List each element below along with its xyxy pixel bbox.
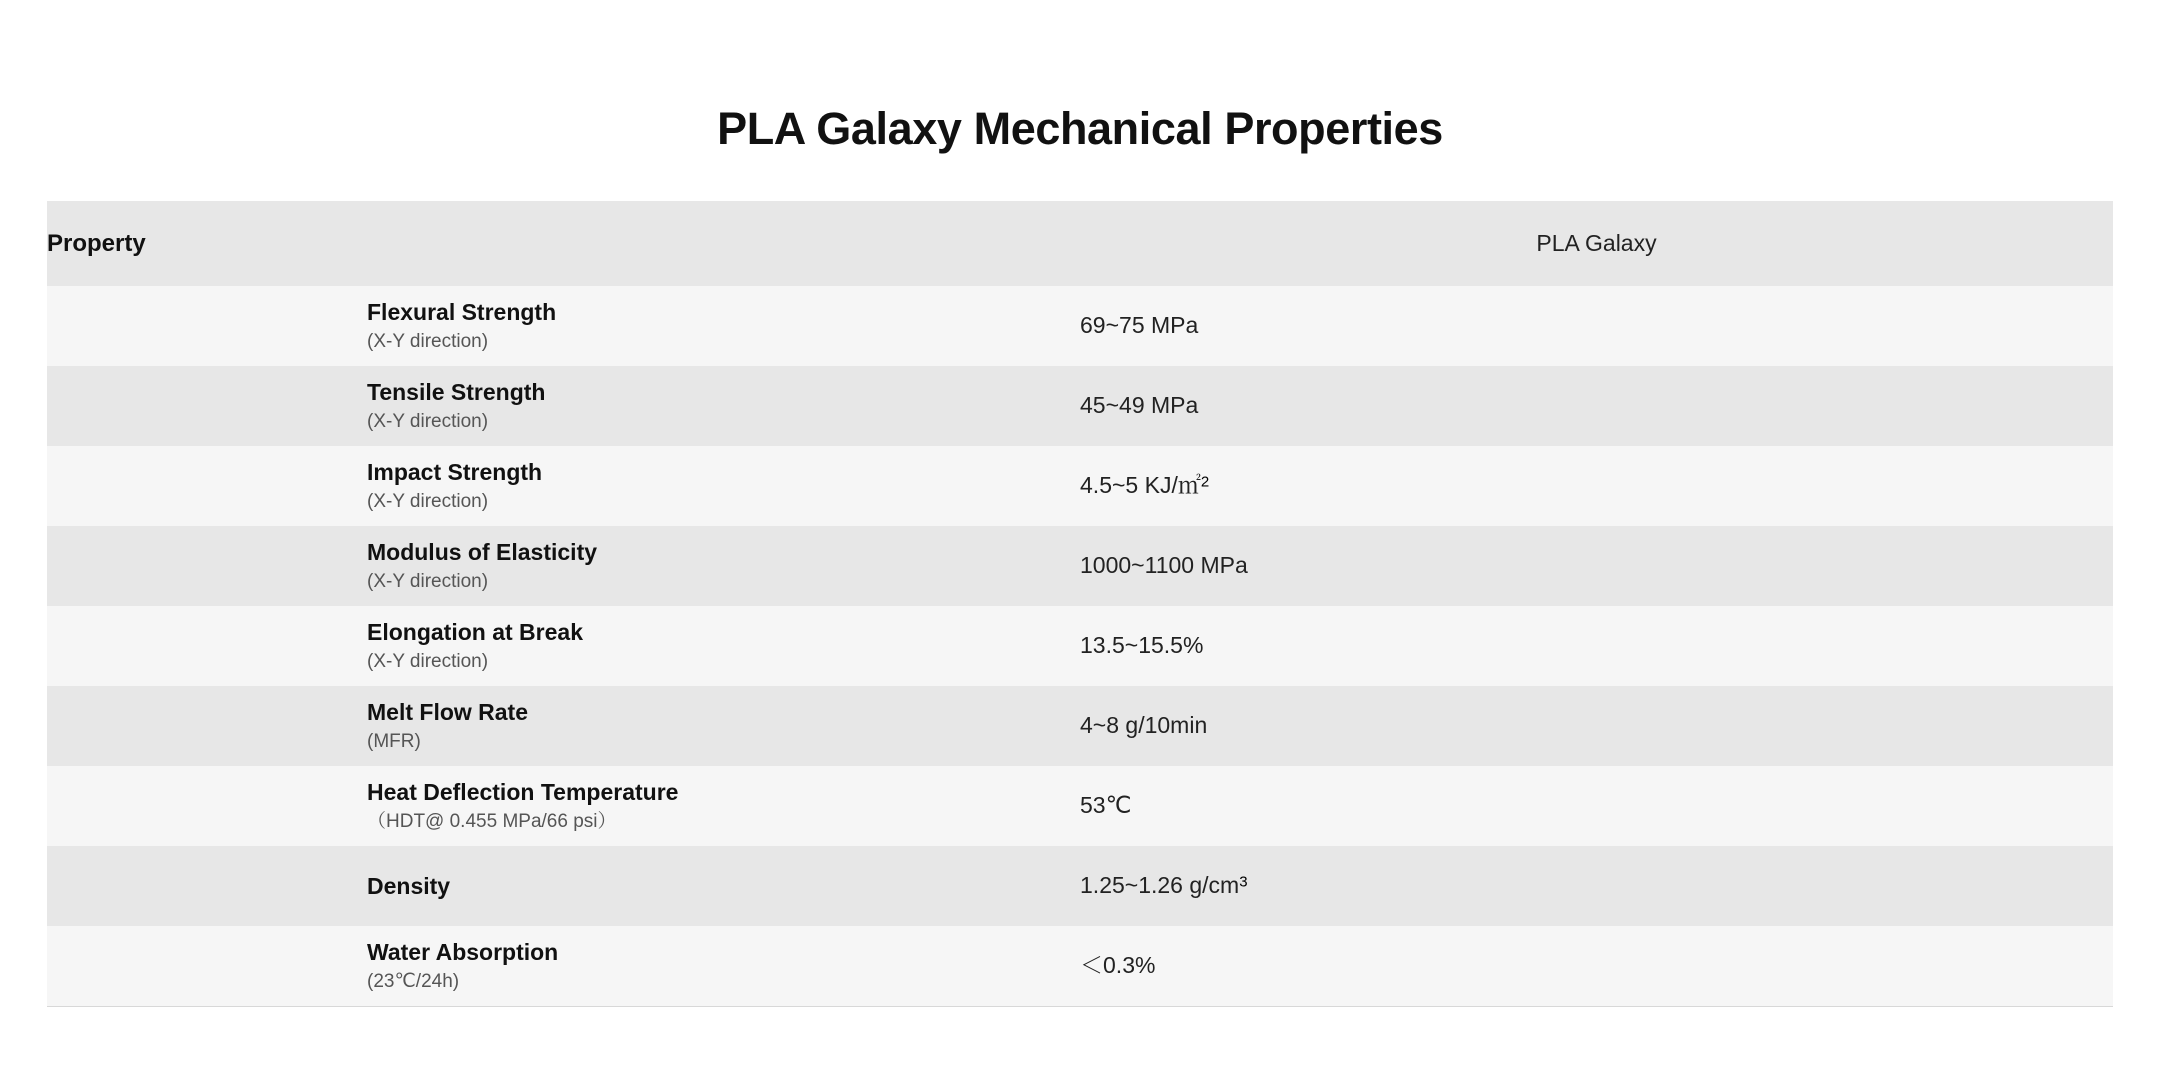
property-cell: [367, 686, 1080, 766]
row-gutter: [47, 606, 367, 686]
property-name: Heat Deflection Temperature: [367, 778, 679, 805]
property-name: Melt Flow Rate: [367, 698, 529, 725]
property-condition: (X-Y direction): [367, 570, 489, 592]
property-cell: [367, 766, 1080, 846]
value-cell: [1080, 446, 2113, 526]
row-gutter: [47, 766, 367, 846]
table-row: [47, 926, 2113, 1006]
value-text: 45~49 MPa: [1080, 392, 1199, 419]
mechanical-properties-table: [47, 201, 2113, 1006]
table-row: [47, 766, 2113, 846]
column-header-value: PLA Galaxy: [1536, 230, 1657, 257]
property-name: Impact Strength: [367, 458, 543, 485]
property-condition: （HDT@ 0.455 MPa/66 psi）: [367, 810, 617, 832]
property-condition: (23℃/24h): [367, 970, 460, 992]
table-row: [47, 286, 2113, 366]
value-cell: [1080, 526, 2113, 606]
property-cell: [367, 446, 1080, 526]
table-header-row: [47, 201, 2113, 286]
row-gutter: [47, 846, 367, 926]
table-row: [47, 606, 2113, 686]
property-condition: (MFR): [367, 730, 421, 752]
property-condition: (X-Y direction): [367, 410, 489, 432]
property-condition: (X-Y direction): [367, 650, 489, 672]
value-cell: [1080, 686, 2113, 766]
property-name: Modulus of Elasticity: [367, 538, 598, 565]
row-gutter: [47, 926, 367, 1006]
value-text: 1.25~1.26 g/cm: [1080, 872, 1240, 899]
property-cell: [367, 526, 1080, 606]
value-cell: [1080, 366, 2113, 446]
value-cell: [1080, 846, 2113, 926]
value-text: 53℃: [1080, 792, 1132, 819]
table-row: [47, 526, 2113, 606]
value-text: ＜0.3%: [1080, 952, 1156, 979]
property-cell: [367, 926, 1080, 1006]
value-text: 69~75 MPa: [1080, 312, 1199, 339]
value-text: 1000~1100 MPa: [1080, 552, 1248, 579]
table-body: [47, 286, 2113, 1006]
row-gutter: [47, 686, 367, 766]
row-gutter: [47, 526, 367, 606]
property-name: Tensile Strength: [367, 378, 546, 405]
table-row: [47, 366, 2113, 446]
property-name: Flexural Strength: [367, 298, 557, 325]
value-superscript: 3: [1239, 873, 1248, 891]
row-gutter: [47, 286, 367, 366]
row-gutter: [47, 366, 367, 446]
value-cell: [1080, 286, 2113, 366]
column-header-property: Property: [47, 229, 146, 257]
value-cell: [1080, 766, 2113, 846]
property-cell: [367, 286, 1080, 366]
spec-table-container: [47, 201, 2113, 1007]
value-text: 13.5~15.5%: [1080, 632, 1204, 659]
property-condition: (X-Y direction): [367, 490, 489, 512]
table-header: [47, 201, 2113, 286]
row-gutter: [47, 446, 367, 526]
value-cell: [1080, 606, 2113, 686]
property-cell: [367, 846, 1080, 926]
table-row: [47, 686, 2113, 766]
page-title: PLA Galaxy Mechanical Properties: [717, 103, 1443, 155]
property-name: Density: [367, 872, 451, 899]
value-cell: [1080, 926, 2113, 1006]
property-condition: (X-Y direction): [367, 330, 489, 352]
property-cell: [367, 366, 1080, 446]
property-cell: [367, 606, 1080, 686]
table-row: [47, 446, 2113, 526]
property-name: Water Absorption: [367, 938, 559, 965]
value-text: 4.5~5 KJ/㎡: [1080, 472, 1201, 499]
value-superscript: 2: [1200, 473, 1210, 491]
table-row: [47, 846, 2113, 926]
property-name: Elongation at Break: [367, 618, 583, 645]
value-text: 4~8 g/10min: [1080, 712, 1208, 739]
